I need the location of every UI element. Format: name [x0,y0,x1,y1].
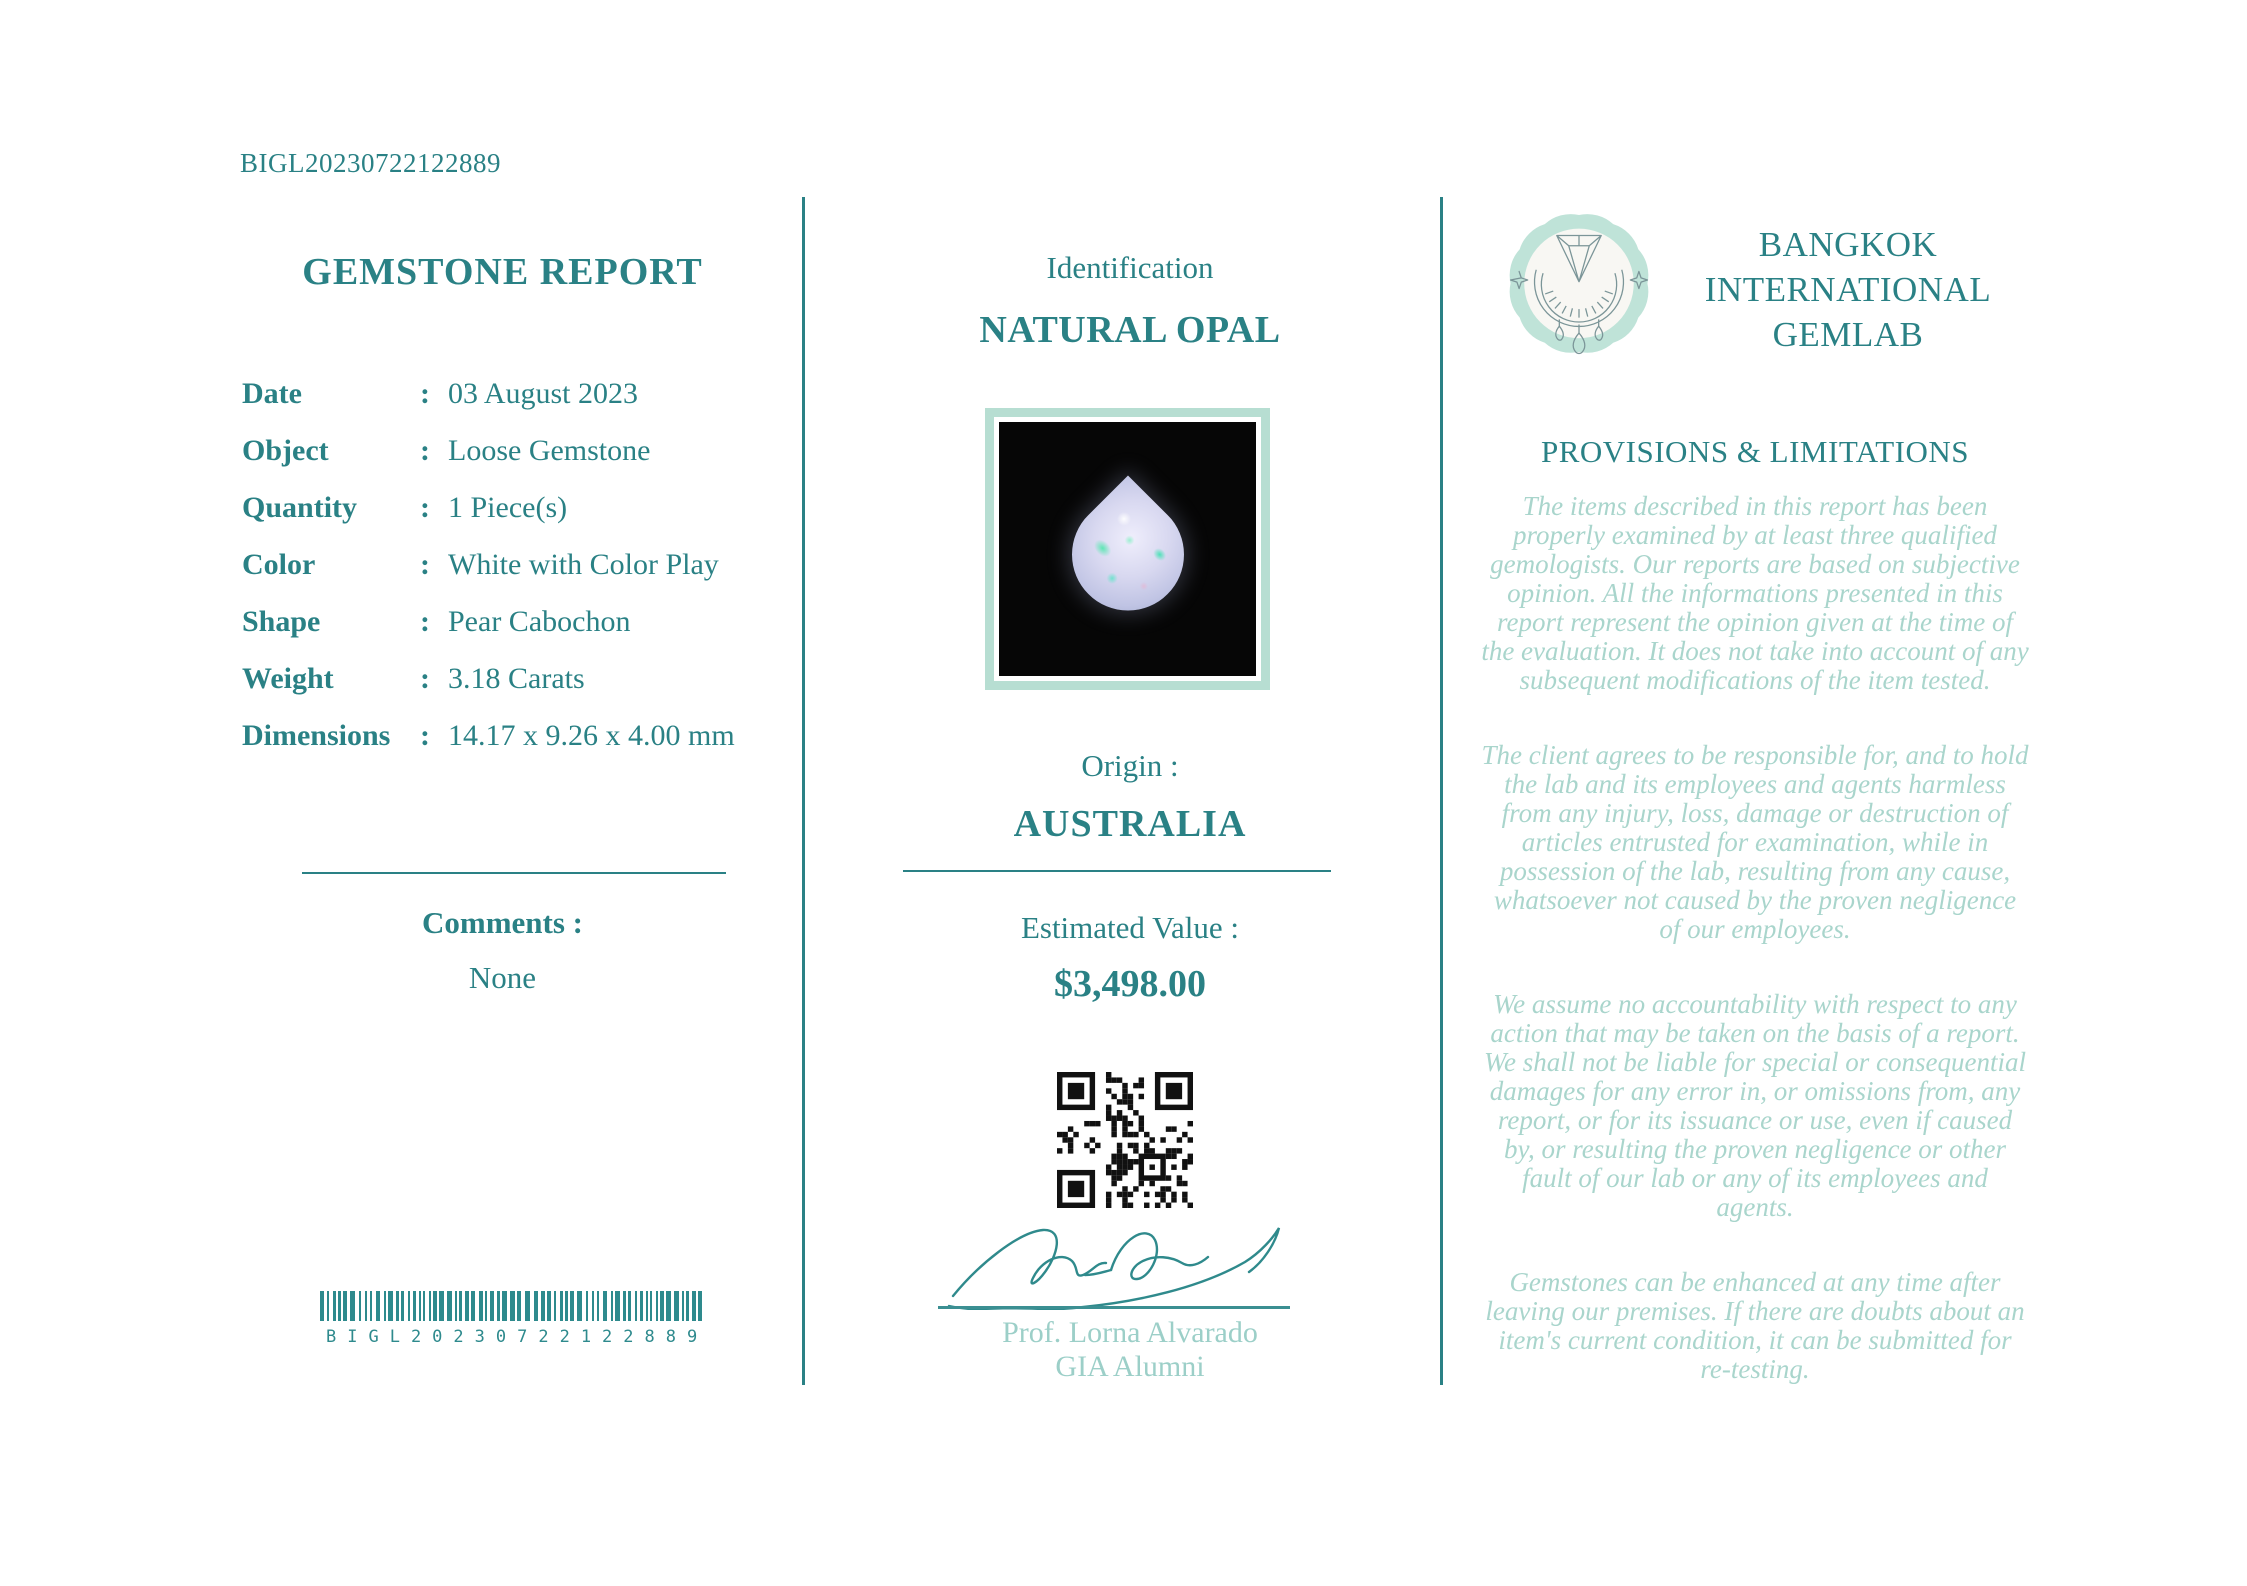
provisions-paragraph: The client agrees to be responsible for, and to hold the lab and its employees and agents harmless from any injury, loss, damage or destruction of articles entrusted for examination, while in possession of the lab, resulting from any cause, whatsoever not caused by the proven negligence of our employees. [1481,740,2029,944]
field-row-color [242,549,775,580]
column-divider-right [1440,197,1443,1385]
opal-gem-image [1048,475,1206,633]
identification-label: Identification [1046,250,1214,285]
estimated-value-label: Estimated Value : [1020,910,1240,945]
field-value: Loose Gemstone [448,434,651,467]
field-row-weight [242,663,775,694]
lab-name-line: BANGKOK [1758,225,1938,264]
field-colon: : [420,434,430,467]
field-value: 3.18 Carats [448,662,585,695]
signatory-name: Prof. Lorna Alvarado [1002,1316,1258,1349]
field-row-object [242,435,775,466]
provisions-title: PROVISIONS & LIMITATIONS [1540,434,1970,469]
comments-divider [302,872,726,874]
provisions-paragraph: We assume no accountability with respect to any action that may be taken on the basis of a report. We shall not be liable for special or consequential damages for any error in, or omissions from, any report, or for its issuance or use, even if caused by, or resulting the proven negligence or other fault of our lab or any of its employees and agents. [1484,989,2026,1222]
field-colon: : [420,662,430,695]
signature-script [945,1218,1290,1310]
field-label: Weight [242,662,334,695]
estimated-value-amount: $3,498.00 [1054,963,1206,1005]
certificate-number: BIGL20230722122889 [240,148,501,178]
report-fields [242,378,775,777]
comments-value: None [468,960,537,995]
gem-photo [999,422,1256,676]
field-colon: : [420,377,430,410]
field-label: Date [242,377,302,410]
provisions-paragraphs [1470,492,2040,1384]
field-label: Color [242,548,316,581]
field-value: 03 August 2023 [448,377,639,410]
comments-label: Comments : [422,905,583,940]
provisions-paragraph: The items described in this report has been properly examined by at least three qualified gemologists. Our reports are based on subjective opinion. All the informations presented in this report represent the opinion given at the time of the evaluation. It does not take into account of any subsequent modifications of the item tested. [1481,491,2029,695]
qr-code [1057,1072,1193,1208]
signatory-title: GIA Alumni [1055,1350,1205,1383]
field-label: Dimensions [242,719,391,752]
field-row-shape [242,606,775,637]
field-value: 14.17 x 9.26 x 4.00 mm [448,719,735,752]
gem-photo-frame [985,408,1270,690]
barcode-text: BIGL20230722122889 [326,1327,709,1347]
field-colon: : [420,548,430,581]
field-label: Quantity [242,491,358,524]
field-colon: : [420,605,430,638]
field-value: 1 Piece(s) [448,491,568,524]
lab-seal-icon [1502,200,1656,372]
report-title: GEMSTONE REPORT [302,251,703,293]
field-label: Shape [242,605,321,638]
field-row-quantity [242,492,775,523]
lab-name-line: GEMLAB [1772,315,1924,354]
barcode [320,1291,712,1347]
field-row-date [242,378,775,409]
origin-value: AUSTRALIA [1013,803,1247,845]
column-divider-left [802,197,805,1385]
field-colon: : [420,491,430,524]
identification-column [880,250,1380,352]
barcode-bars [320,1291,712,1321]
lab-name [1656,222,2040,357]
field-row-dimensions [242,720,775,751]
identification-result: NATURAL OPAL [979,309,1281,351]
lab-column [1470,200,2040,1430]
origin-label: Origin : [1081,748,1179,783]
field-label: Object [242,434,329,467]
field-colon: : [420,719,430,752]
field-value: Pear Cabochon [448,605,631,638]
lab-header [1470,200,2040,372]
lab-name-line: INTERNATIONAL [1704,270,1992,309]
report-column [230,250,775,752]
value-divider [903,870,1331,872]
provisions-paragraph: Gemstones can be enhanced at any time after leaving our premises. If there are doubts about an item's current condition, it can be submitted for re-testing. [1485,1267,2025,1384]
field-value: White with Color Play [448,548,719,581]
signature-line [938,1306,1290,1309]
